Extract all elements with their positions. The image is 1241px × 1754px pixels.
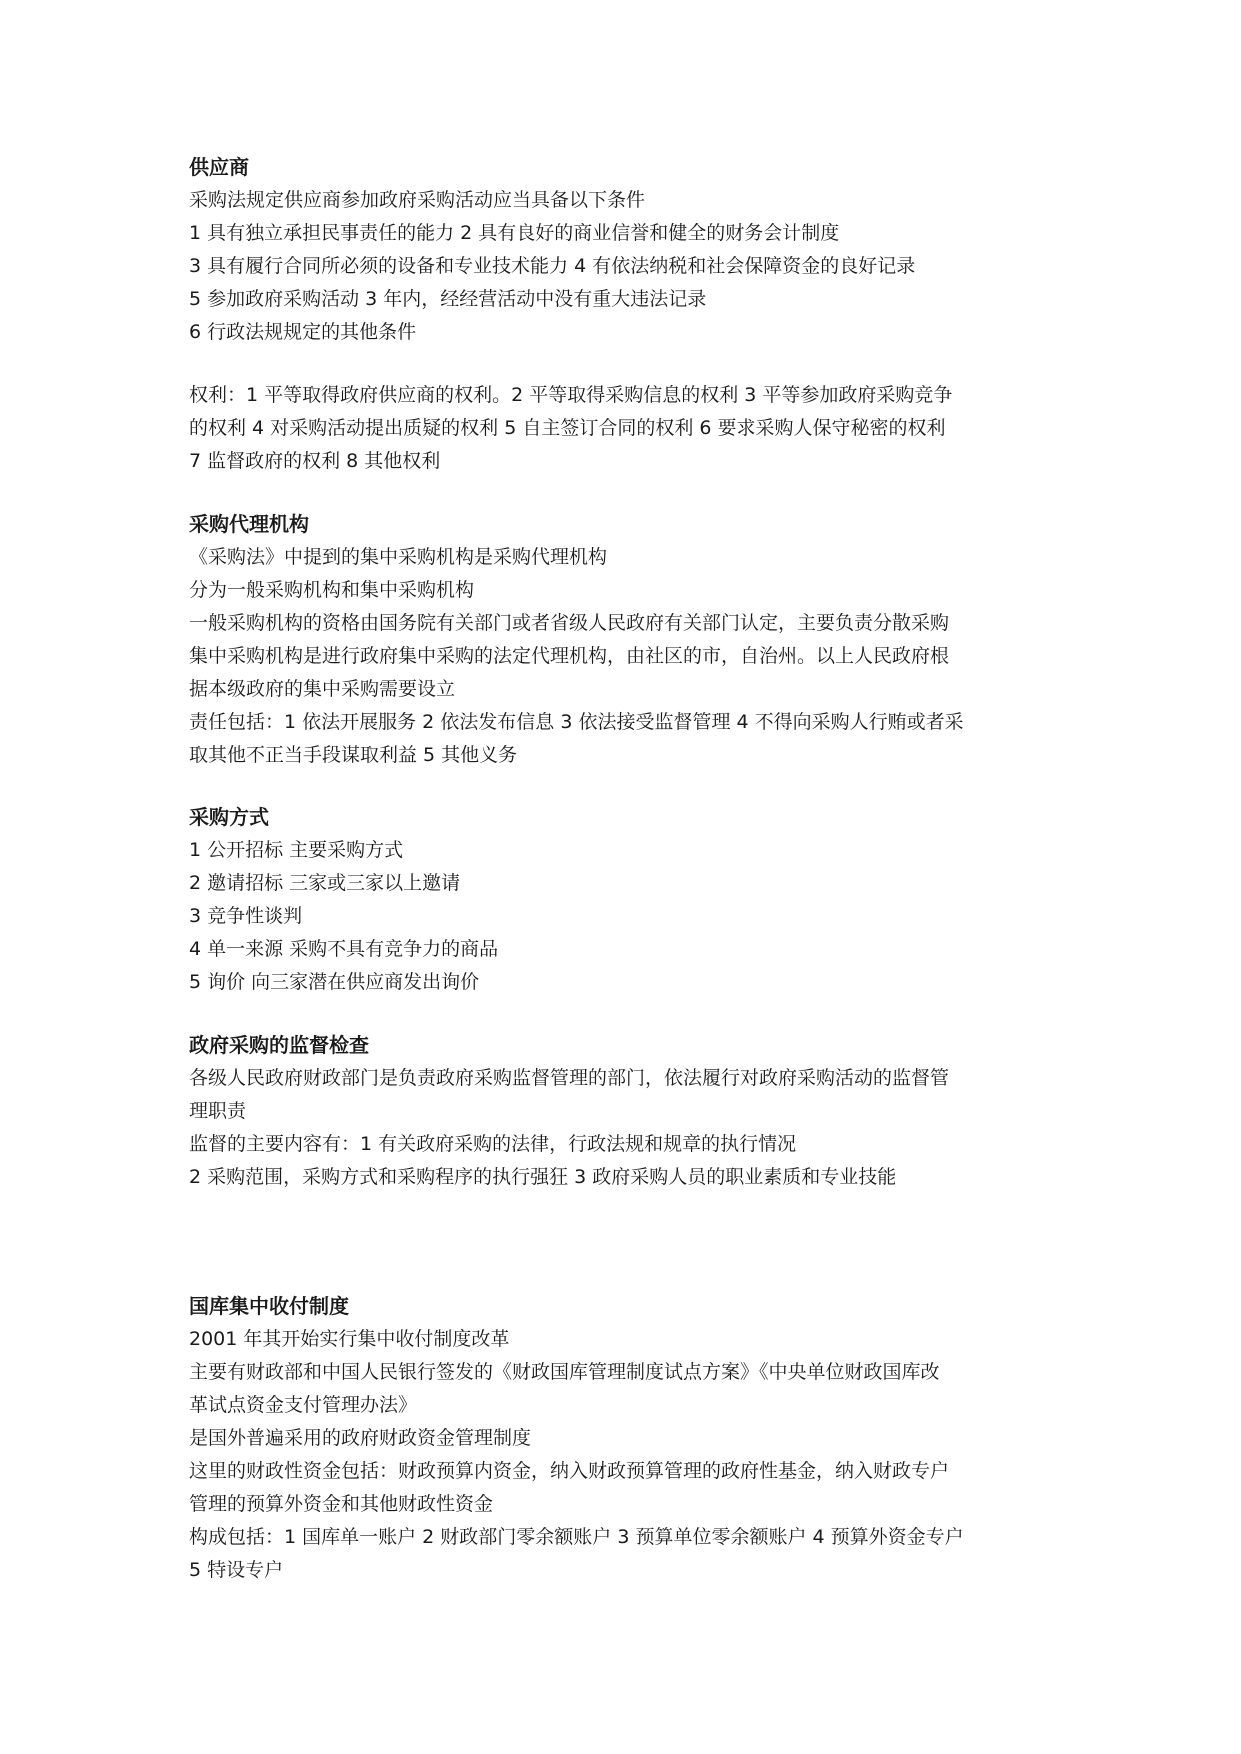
section-procurement-agency	[189, 508, 1059, 772]
paragraph-line: 5 参加政府采购活动 3 年内，经经营活动中没有重大违法记录	[189, 288, 707, 310]
paragraph-line: 一般采购机构的资格由国务院有关部门或者省级人民政府有关部门认定，主要负责分散采购	[189, 612, 950, 634]
list-item: 4 单一来源 采购不具有竞争力的商品	[189, 938, 499, 960]
paragraph-line: 分为一般采购机构和集中采购机构	[189, 579, 475, 601]
paragraph-line: 主要有财政部和中国人民银行签发的《财政国库管理制度试点方案》《中央单位财政国库改	[189, 1361, 940, 1383]
section-heading: 采购方式	[189, 805, 269, 829]
paragraph-line: 各级人民政府财政部门是负责政府采购监督管理的部门，依法履行对政府采购活动的监督管	[189, 1067, 950, 1089]
section-heading: 采购代理机构	[189, 512, 309, 536]
list-item: 5 询价 向三家潜在供应商发出询价	[189, 971, 480, 993]
paragraph-line: 革试点资金支付管理办法》	[189, 1394, 418, 1416]
section-heading: 供应商	[189, 155, 249, 179]
paragraph-line: 是国外普遍采用的政府财政资金管理制度	[189, 1427, 532, 1449]
section-heading: 国库集中收付制度	[189, 1294, 349, 1318]
list-item: 2 邀请招标 三家或三家以上邀请	[189, 872, 461, 894]
paragraph-line: 3 具有履行合同所必须的设备和专业技术能力 4 有依法纳税和社会保障资金的良好记录	[189, 255, 916, 277]
paragraph-line: 取其他不正当手段谋取利益 5 其他义务	[189, 744, 518, 766]
paragraph-line: 监督的主要内容有：1 有关政府采购的法律，行政法规和规章的执行情况	[189, 1133, 797, 1155]
list-item: 1 公开招标 主要采购方式	[189, 839, 404, 861]
section-heading: 政府采购的监督检查	[189, 1033, 369, 1057]
paragraph-line: 7 监督政府的权利 8 其他权利	[189, 450, 441, 472]
paragraph-line: 1 具有独立承担民事责任的能力 2 具有良好的商业信誉和健全的财务会计制度	[189, 222, 840, 244]
paragraph-line: 构成包括：1 国库单一账户 2 财政部门零余额账户 3 预算单位零余额账户 4 预算外资金专户	[189, 1526, 964, 1548]
section-supplier-rights	[189, 379, 1059, 478]
paragraph-line: 2001 年其开始实行集中收付制度改革	[189, 1328, 510, 1350]
paragraph-line: 这里的财政性资金包括：财政预算内资金，纳入财政预算管理的政府性基金，纳入财政专户	[189, 1460, 950, 1482]
paragraph-line: 管理的预算外资金和其他财政性资金	[189, 1493, 494, 1515]
paragraph-line: 采购法规定供应商参加政府采购活动应当具备以下条件	[189, 189, 646, 211]
paragraph-line: 集中采购机构是进行政府集中采购的法定代理机构，由社区的市，自治州。以上人民政府根	[189, 645, 950, 667]
section-procurement-methods	[189, 801, 1059, 999]
paragraph-line: 的权利 4 对采购活动提出质疑的权利 5 自主签订合同的权利 6 要求采购人保守秘密的权利	[189, 417, 946, 439]
section-treasury-system	[189, 1290, 1059, 1587]
paragraph-line: 5 特设专户	[189, 1559, 284, 1581]
paragraph-line: 责任包括：1 依法开展服务 2 依法发布信息 3 依法接受监督管理 4 不得向采购人行贿或者采	[189, 711, 964, 733]
paragraph-line: 理职责	[189, 1100, 247, 1122]
paragraph-line: 《采购法》中提到的集中采购机构是采购代理机构	[189, 546, 608, 568]
section-supervision	[189, 1029, 1059, 1194]
section-suppliers	[189, 151, 1059, 349]
list-item: 3 竞争性谈判	[189, 905, 303, 927]
paragraph-line: 据本级政府的集中采购需要设立	[189, 678, 456, 700]
paragraph-line: 权利：1 平等取得政府供应商的权利。2 平等取得采购信息的权利 3 平等参加政府采购竞争	[189, 384, 953, 406]
paragraph-line: 6 行政法规规定的其他条件	[189, 321, 417, 343]
paragraph-line: 2 采购范围，采购方式和采购程序的执行强狂 3 政府采购人员的职业素质和专业技能	[189, 1166, 897, 1188]
